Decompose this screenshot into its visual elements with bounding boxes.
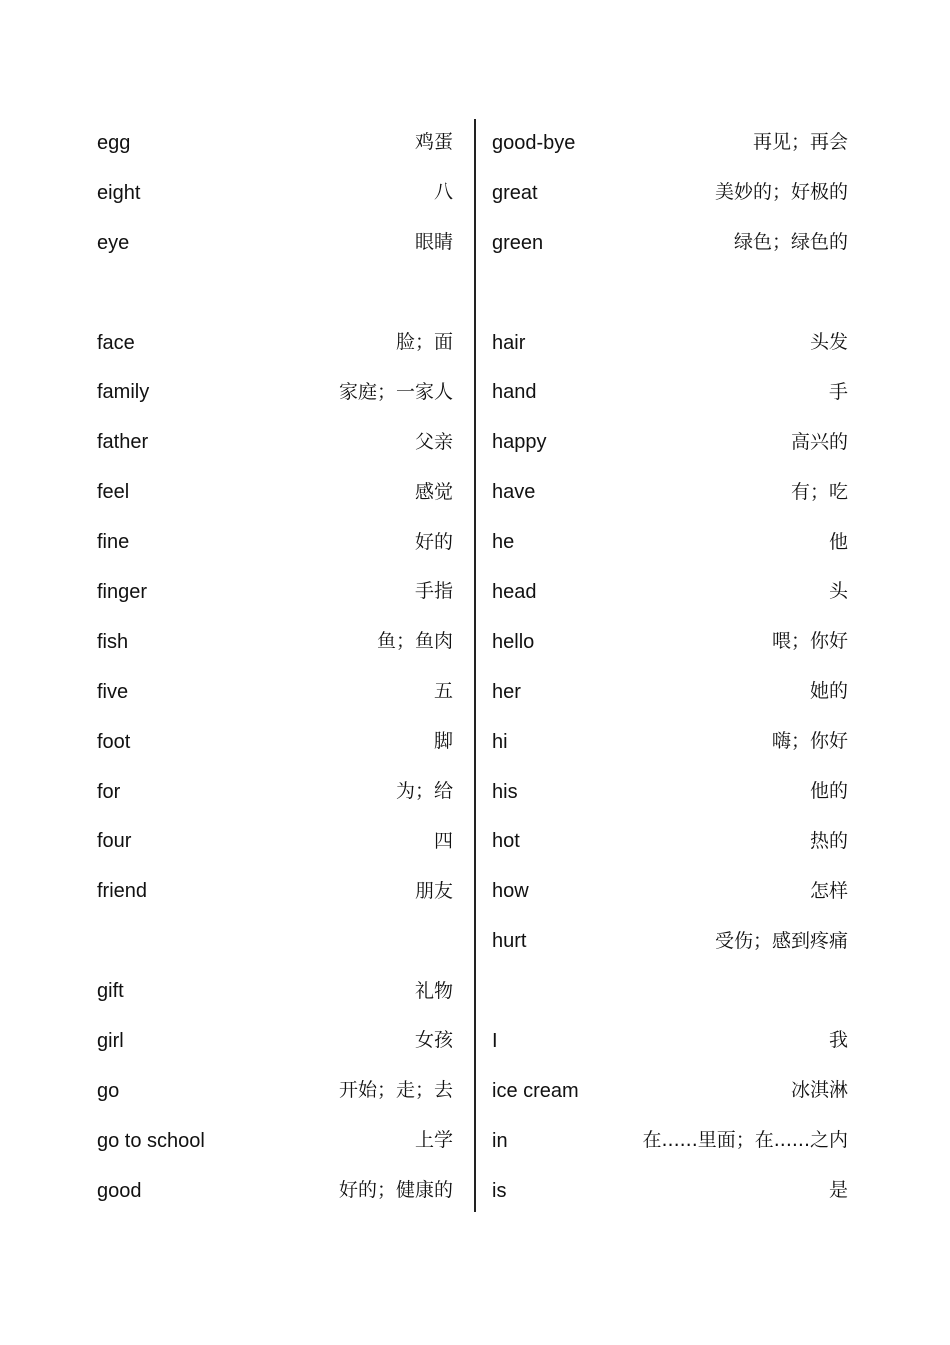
chinese-meaning: 再见；再会: [752, 131, 848, 154]
chinese-meaning: 好的: [414, 530, 453, 553]
vocab-row: [97, 617, 455, 667]
chinese-meaning: 八: [433, 181, 453, 204]
chinese-meaning: 在......里面；在......之内: [642, 1129, 848, 1152]
english-word: fine: [97, 531, 130, 554]
english-word: good: [97, 1179, 142, 1202]
english-word: in: [492, 1129, 508, 1152]
chinese-meaning: 头: [828, 580, 848, 603]
vocab-row: [97, 767, 455, 817]
chinese-meaning: 受伤；感到疼痛: [714, 929, 848, 952]
chinese-meaning: 五: [433, 680, 453, 703]
chinese-meaning: 嗨；你好: [771, 730, 848, 753]
english-word: feel: [97, 481, 130, 504]
vocab-row: [97, 866, 455, 916]
english-word: finger: [97, 580, 148, 603]
english-word: eight: [97, 181, 141, 204]
english-word: hurt: [492, 930, 527, 953]
vocab-row: [492, 318, 850, 368]
vocab-row: [97, 717, 455, 767]
vocab-row: [492, 168, 850, 218]
vocab-row: [97, 168, 455, 218]
english-word: have: [492, 481, 536, 504]
chinese-meaning: 上学: [414, 1129, 453, 1152]
vocab-row: [492, 567, 850, 617]
english-word: gift: [97, 980, 124, 1003]
chinese-meaning: 高兴的: [790, 430, 848, 453]
chinese-meaning: 美妙的；好极的: [714, 181, 848, 204]
chinese-meaning: 有；吃: [790, 480, 848, 503]
vocab-row: [492, 816, 850, 866]
column-divider: [474, 119, 476, 1212]
english-word: family: [97, 381, 150, 404]
english-word: eye: [97, 231, 130, 254]
chinese-meaning: 好的；健康的: [338, 1179, 453, 1202]
chinese-meaning: 家庭；一家人: [338, 380, 453, 403]
vocab-row: [97, 467, 455, 517]
english-word: go: [97, 1079, 120, 1102]
vocab-row: [97, 1066, 455, 1116]
vocab-row: [97, 417, 455, 467]
chinese-meaning: 头发: [809, 331, 848, 353]
chinese-meaning: 手指: [414, 580, 453, 603]
english-word: how: [492, 880, 529, 903]
vocab-row: [492, 417, 850, 467]
vocab-row: [97, 218, 455, 268]
vocab-row: [492, 866, 850, 916]
english-word: go to school: [97, 1129, 205, 1152]
english-word: five: [97, 680, 129, 703]
vocab-row: [492, 517, 850, 567]
chinese-meaning: 我: [828, 1029, 848, 1052]
chinese-meaning: 热的: [809, 829, 848, 852]
vocab-row: [492, 767, 850, 817]
vocab-row: [97, 118, 455, 168]
chinese-meaning: 鸡蛋: [414, 131, 453, 154]
vocab-row: [492, 667, 850, 717]
english-word: four: [97, 830, 132, 853]
chinese-meaning: 她的: [809, 680, 848, 703]
english-word: I: [492, 1029, 498, 1052]
vocab-row: [97, 367, 455, 417]
chinese-meaning: 是: [828, 1179, 848, 1202]
english-word: hello: [492, 630, 535, 653]
english-word: face: [97, 331, 135, 354]
english-word: hair: [492, 331, 526, 354]
vocab-row: [97, 567, 455, 617]
english-word: head: [492, 580, 537, 603]
chinese-meaning: 为；给: [395, 780, 453, 803]
english-word: father: [97, 431, 149, 454]
english-word: foot: [97, 730, 131, 753]
english-word: his: [492, 780, 518, 803]
chinese-meaning: 他: [828, 530, 848, 553]
vocab-row: [492, 1066, 850, 1116]
vocab-row: [492, 916, 850, 966]
english-word: good-bye: [492, 131, 576, 154]
english-word: her: [492, 680, 521, 703]
english-word: girl: [97, 1029, 124, 1052]
vocab-row: [492, 467, 850, 517]
english-word: great: [492, 181, 538, 204]
english-word: for: [97, 780, 121, 803]
chinese-meaning: 眼睛: [414, 231, 453, 254]
vocab-row: [492, 717, 850, 767]
chinese-meaning: 感觉: [414, 480, 453, 503]
vocab-row: [492, 118, 850, 168]
left-column: [97, 118, 455, 1216]
english-word: is: [492, 1179, 507, 1202]
chinese-meaning: 绿色；绿色的: [733, 231, 848, 254]
vocab-row: [97, 966, 455, 1016]
english-word: friend: [97, 880, 148, 903]
english-word: ice cream: [492, 1079, 579, 1102]
english-word: happy: [492, 431, 547, 454]
chinese-meaning: 女孩: [414, 1029, 453, 1052]
english-word: hand: [492, 381, 537, 404]
chinese-meaning: 礼物: [414, 979, 453, 1002]
vocab-row: [492, 617, 850, 667]
right-column: [492, 118, 850, 1216]
vocab-row: [97, 1016, 455, 1066]
vocab-row: [97, 318, 455, 368]
vocab-row: [492, 367, 850, 417]
vocab-row: [97, 1116, 455, 1166]
vocab-row: [97, 667, 455, 717]
vocab-row: [97, 1166, 455, 1216]
chinese-meaning: 四: [433, 829, 453, 852]
vocab-row: [97, 816, 455, 866]
english-word: hi: [492, 730, 508, 753]
chinese-meaning: 手: [828, 380, 848, 403]
chinese-meaning: 脸；面: [395, 331, 453, 353]
chinese-meaning: 他的: [809, 780, 848, 803]
english-word: fish: [97, 630, 129, 653]
vocab-row: [97, 517, 455, 567]
chinese-meaning: 开始；走；去: [338, 1079, 453, 1102]
chinese-meaning: 父亲: [414, 430, 453, 453]
chinese-meaning: 脚: [433, 730, 453, 753]
english-word: he: [492, 531, 515, 554]
chinese-meaning: 怎样: [809, 879, 848, 902]
vocab-row: [492, 1016, 850, 1066]
vocab-row: [492, 1116, 850, 1166]
vocab-row: [492, 218, 850, 268]
chinese-meaning: 喂；你好: [771, 630, 848, 653]
chinese-meaning: 冰淇淋: [790, 1079, 848, 1102]
vocab-row: [492, 1166, 850, 1216]
english-word: green: [492, 231, 544, 254]
chinese-meaning: 朋友: [414, 879, 453, 902]
english-word: egg: [97, 131, 131, 154]
chinese-meaning: 鱼；鱼肉: [376, 630, 453, 653]
english-word: hot: [492, 830, 520, 853]
